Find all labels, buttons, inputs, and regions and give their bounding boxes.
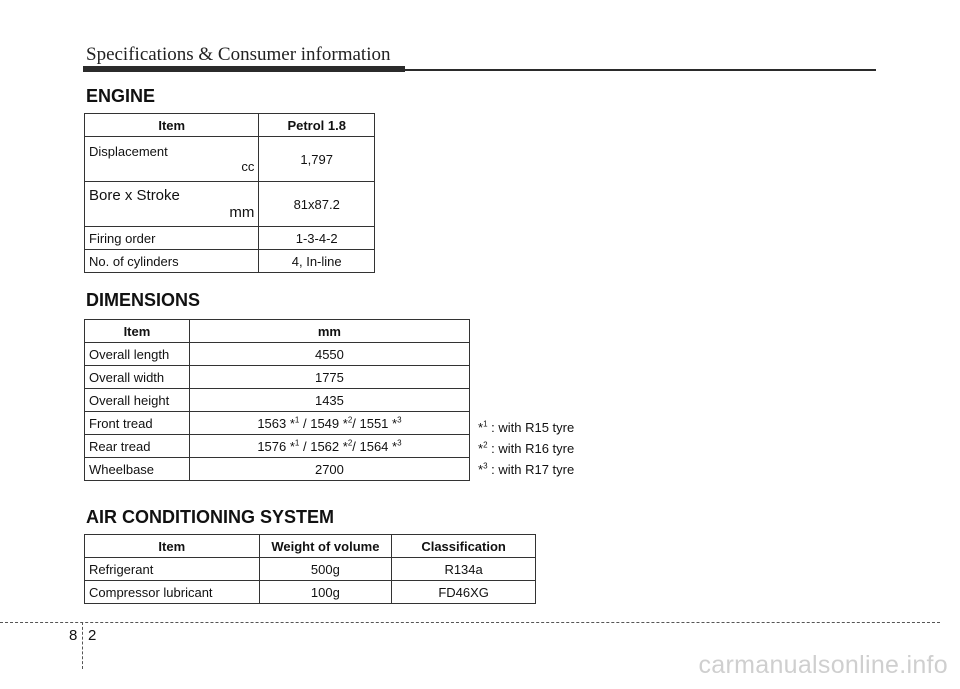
displacement-value: 1,797 [259,137,375,182]
footnote-item [478,438,574,459]
overall-height-value: 1435 [189,389,469,412]
cylinders-value: 4, In-line [259,250,375,273]
front-tread-value [189,412,469,435]
front-tread-sup-3: 3 [397,415,402,425]
table-row [85,435,470,458]
footnote-text: : with R17 tyre [487,462,575,477]
front-tread-value-2: / 1549 * [299,415,348,431]
bore-stroke-label: Bore x Stroke [89,187,180,204]
engine-table [84,113,375,273]
table-row [85,412,470,435]
col-item-header: Item [85,320,190,343]
row-label [85,137,259,182]
watermark: carmanualsonline.info [698,651,948,679]
dimensions-title: DIMENSIONS [86,290,201,310]
front-tread-value-1: 1563 * [257,415,295,431]
rear-tread-label: Rear tread [85,435,190,458]
footer-divider [82,622,83,669]
header-rule [405,69,876,71]
page-header-title: Specifications & Consumer information [86,44,391,65]
footnote-sup: 1 [483,419,488,429]
footnote-item [478,417,574,438]
col-class-header: Classification [392,535,536,558]
displacement-label: Displacement [89,144,168,159]
dimensions-table [84,319,470,481]
table-row [85,389,470,412]
table-row [85,458,470,481]
ac-table [84,534,536,604]
footnote-mark: * [478,462,484,477]
footnote-text: : with R16 tyre [487,441,575,456]
footnote-text: : with R15 tyre [487,420,575,435]
table-row [85,137,375,182]
table-row [85,558,536,581]
firing-order-label: Firing order [85,227,259,250]
col-petrol-header: Petrol 1.8 [259,114,375,137]
bore-stroke-value: 81x87.2 [259,182,375,227]
col-mm-header: mm [189,320,469,343]
lubricant-label: Compressor lubricant [85,581,260,604]
footnote-item [478,459,574,480]
row-label [85,182,259,227]
table-header-row [85,114,375,137]
header-bar [83,66,405,72]
refrigerant-class: R134a [392,558,536,581]
refrigerant-weight: 500g [259,558,392,581]
table-row [85,182,375,227]
table-row [85,227,375,250]
col-item-header: Item [85,114,259,137]
ac-title: AIR CONDITIONING SYSTEM [86,507,335,527]
firing-order-value: 1-3-4-2 [259,227,375,250]
rear-tread-sup-3: 3 [397,438,402,448]
front-tread-value-3: / 1551 * [352,415,398,431]
table-row [85,366,470,389]
bore-stroke-unit: mm [229,204,255,221]
table-row [85,581,536,604]
footnote-sup: 2 [483,440,488,450]
rear-tread-sup-1: 1 [294,438,300,448]
rear-tread-value-2: / 1562 * [299,438,348,454]
rear-tread-value-1: 1576 * [257,438,295,454]
front-tread-label: Front tread [85,412,190,435]
footnote-mark: * [478,441,484,456]
rear-tread-value-3: / 1564 * [352,438,398,454]
overall-width-value: 1775 [189,366,469,389]
table-header-row [85,320,470,343]
page-section-number: 8 [69,627,78,644]
refrigerant-label: Refrigerant [85,558,260,581]
wheelbase-value: 2700 [189,458,469,481]
rear-tread-value [189,435,469,458]
cylinders-label: No. of cylinders [85,250,259,273]
footer-rule [0,622,940,623]
wheelbase-label: Wheelbase [85,458,190,481]
col-weight-header: Weight of volume [259,535,392,558]
table-row [85,250,375,273]
col-item-header: Item [85,535,260,558]
front-tread-sup-1: 1 [294,415,300,425]
lubricant-class: FD46XG [392,581,536,604]
front-tread-sup-2: 2 [347,415,353,425]
rear-tread-sup-2: 2 [347,438,353,448]
table-row [85,343,470,366]
footnote-mark: * [478,420,484,435]
table-header-row [85,535,536,558]
page-number: 2 [88,627,97,644]
footnote-sup: 3 [483,461,488,471]
engine-title: ENGINE [86,86,156,106]
tyre-footnotes [478,417,574,480]
lubricant-weight: 100g [259,581,392,604]
overall-length-label: Overall length [85,343,190,366]
displacement-unit: cc [241,159,255,174]
overall-width-label: Overall width [85,366,190,389]
overall-length-value: 4550 [189,343,469,366]
overall-height-label: Overall height [85,389,190,412]
